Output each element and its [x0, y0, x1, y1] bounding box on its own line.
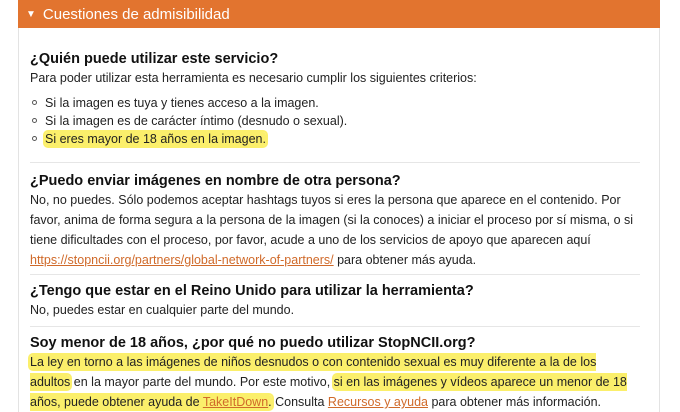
faq-answer-text: para obtener más ayuda.	[333, 253, 477, 267]
faq-answer-text: No, no puedes. Sólo podemos aceptar hashtags tuyos si eres la persona que aparece en el contenido. Por favor, anima de forma segura a la persona de la imagen (si la conoces) a iniciar el proceso por sí misma, o si tiene dificultades con el proceso, por favor, acude a uno de los servicios de apoyo que aparecen aquí	[30, 193, 634, 247]
faq-answer-text: para obtener más información.	[427, 395, 601, 409]
criteria-text: Si la imagen es tuya y tienes acceso a la imagen.	[45, 96, 319, 110]
faq-uk-only	[30, 282, 640, 320]
criteria-item	[30, 130, 640, 148]
faq-answer-text: Consulta	[271, 395, 328, 409]
faq-answer-highlighted-text: si en las imágenes y vídeos aparece un menor de 18 años, puede obtener ayuda de	[30, 375, 627, 409]
caret-down-icon: ▼	[26, 9, 36, 20]
bullet-icon	[32, 118, 37, 123]
faq-question: ¿Tengo que estar en el Reino Unido para utilizar la herramienta?	[30, 283, 474, 299]
faq-answer: No, puedes estar en cualquier parte del mundo.	[30, 303, 295, 317]
bullet-icon	[32, 136, 37, 141]
divider	[30, 326, 640, 327]
bullet-icon	[32, 100, 37, 105]
faq-question: ¿Puedo enviar imágenes en nombre de otra persona?	[30, 173, 401, 189]
accordion-header-eligibility[interactable]	[18, 0, 660, 28]
takeitdown-link[interactable]: TakeItDown	[202, 395, 269, 409]
accordion-title: Cuestiones de admisibilidad	[42, 5, 230, 23]
accordion-body	[18, 28, 660, 412]
criteria-text-highlighted: Si eres mayor de 18 años en la imagen.	[45, 132, 266, 146]
faq-answer	[30, 352, 640, 412]
criteria-list	[30, 94, 640, 148]
criteria-item	[30, 94, 640, 112]
criteria-item	[30, 112, 640, 130]
faq-answer	[30, 190, 640, 270]
faq-answer-highlighted: La ley en torno a las imágenes de niños desnudos o con contenido sexual es muy diferente a la de los adultos	[30, 355, 597, 389]
criteria-text: Si la imagen es de carácter íntimo (desnudo o sexual).	[45, 114, 348, 128]
faq-intro: Para poder utilizar esta herramienta es necesario cumplir los siguientes criterios:	[30, 71, 477, 85]
faq-under-18	[30, 334, 640, 412]
partners-link[interactable]: https://stopncii.org/partners/global-network-of-partners/	[30, 253, 334, 267]
divider	[30, 162, 640, 163]
resources-link[interactable]: Recursos y ayuda	[327, 395, 428, 409]
faq-who-can-use	[30, 50, 640, 148]
faq-answer-text: en la mayor parte del mundo. Por este motivo,	[70, 375, 334, 389]
faq-question: ¿Quién puede utilizar este servicio?	[30, 51, 279, 67]
faq-question: Soy menor de 18 años, ¿por qué no puedo utilizar StopNCII.org?	[30, 335, 476, 351]
divider	[30, 274, 640, 275]
faq-answer-highlighted-text: .	[268, 395, 272, 409]
faq-on-behalf	[30, 172, 640, 270]
